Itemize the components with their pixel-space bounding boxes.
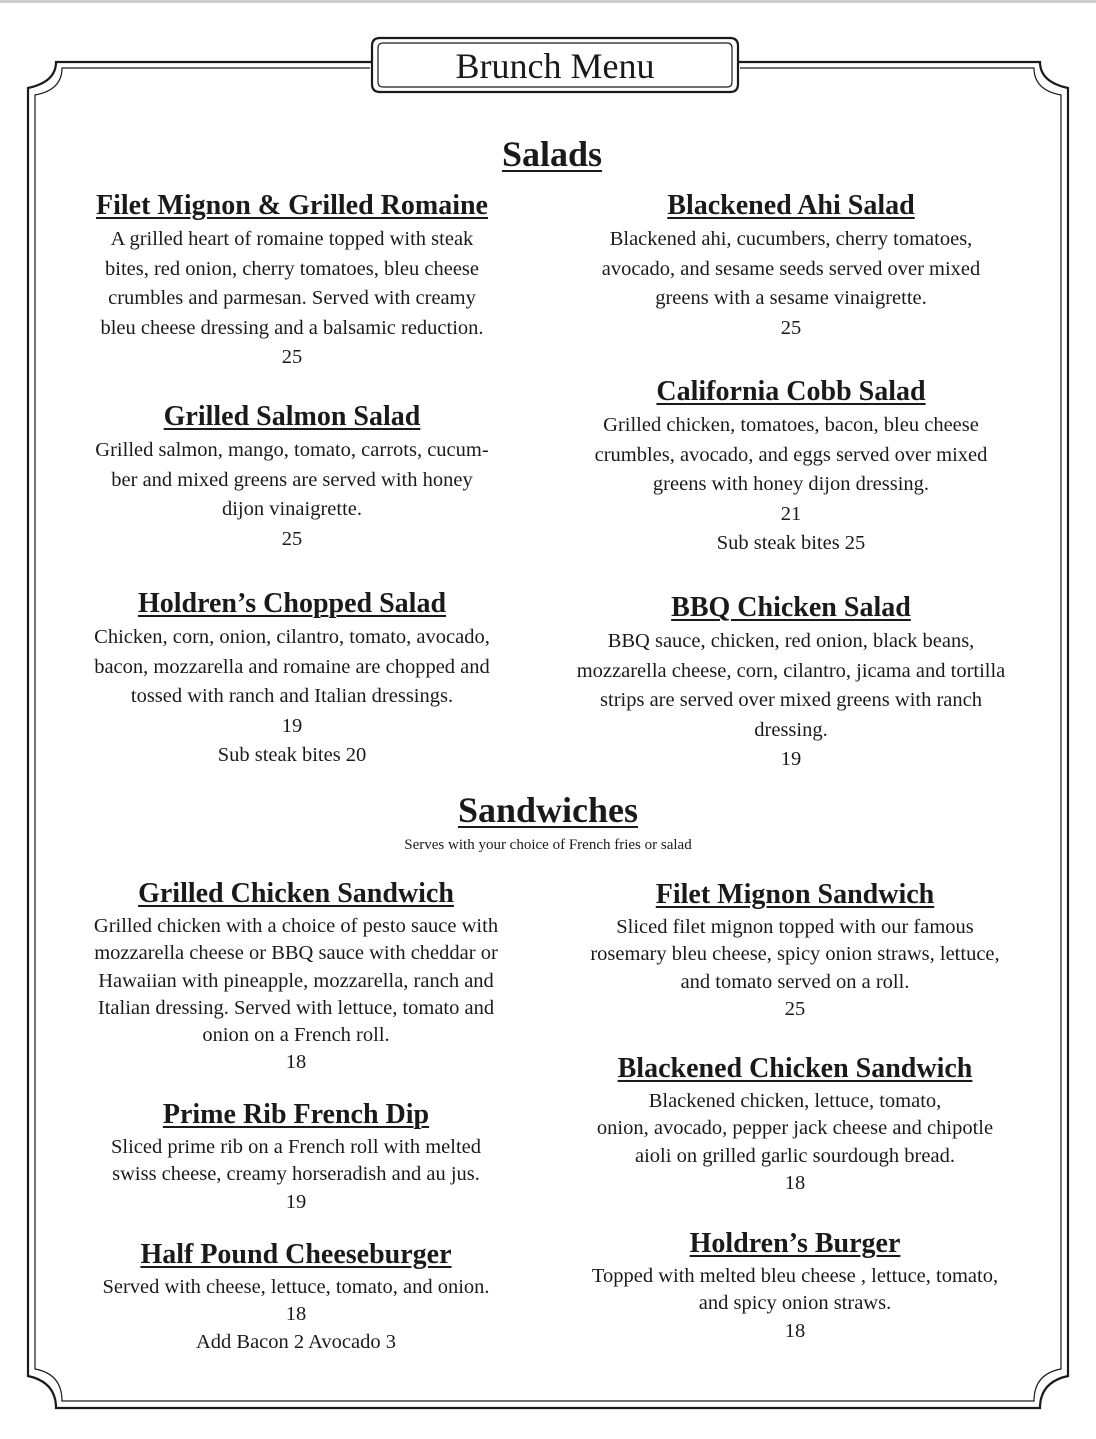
menu-item (54, 1239, 538, 1356)
item-name: Blackened Ahi Salad (667, 190, 915, 221)
item-name: California Cobb Salad (656, 376, 926, 407)
item-price: 25 (780, 316, 802, 339)
salads-heading: Salads (501, 134, 603, 174)
menu-item (553, 1228, 1037, 1345)
menu-item (50, 190, 534, 373)
item-description: Sliced filet mignon topped with our famous rosemary bleu cheese, spicy onion straws, lettuce, and tomato served on a roll. (590, 916, 1000, 993)
item-name: Grilled Salmon Salad (163, 401, 421, 432)
item-name: Blackened Chicken Sandwich (617, 1053, 973, 1084)
item-description: Grilled salmon, mango, tomato, carrots, cucum- ber and mixed greens are served with honey dijon vinaigrette. (95, 439, 489, 520)
menu-item (553, 879, 1037, 1023)
item-price: 18 (784, 1171, 806, 1194)
item-name: Grilled Chicken Sandwich (138, 878, 454, 909)
item-name: Filet Mignon Sandwich (655, 879, 935, 910)
menu-item (549, 376, 1033, 559)
item-price: 19 (281, 714, 303, 737)
item-name: Filet Mignon & Grilled Romaine (96, 190, 488, 221)
menu-item (549, 190, 1033, 343)
sandwiches-heading: Sandwiches (457, 790, 639, 830)
item-price: 19 (780, 748, 802, 770)
menu-item (549, 592, 1033, 775)
menu-item (553, 1053, 1037, 1197)
item-price: 21 (780, 502, 802, 525)
item-extra: Add Bacon 2 Avocado 3 (195, 1330, 397, 1353)
item-description: Chicken, corn, onion, cilantro, tomato, avocado, bacon, mozzarella and romaine are chopped and tossed with ranch and Italian dressings. (94, 626, 490, 707)
menu-item (50, 401, 534, 554)
item-name: Holdren’s Burger (689, 1228, 901, 1259)
item-name: Holdren’s Chopped Salad (137, 588, 447, 619)
menu-title: Brunch Menu (455, 46, 655, 86)
item-description: Blackened ahi, cucumbers, cherry tomatoes, avocado, and sesame seeds served over mixed greens with a sesame vinaigrette. (601, 228, 981, 309)
menu-item (50, 588, 534, 771)
item-name: Half Pound Cheeseburger (140, 1239, 452, 1270)
item-description: Topped with melted bleu cheese , lettuce, tomato, and spicy onion straws. (591, 1265, 999, 1315)
sandwiches-note: Serves with your choice of French fries or salad (404, 837, 692, 853)
item-description: Grilled chicken with a choice of pesto sauce with mozzarella cheese or BBQ sauce with cheddar or Hawaiian with pineapple, mozzarella, ranch and Italian dressing. Served with lettuce, tomato and onion on a French roll. (93, 915, 499, 1047)
item-description: A grilled heart of romaine topped with steak bites, red onion, cherry tomatoes, bleu cheese crumbles and parmesan. Served with creamy bleu cheese dressing and a balsamic reduction. (100, 228, 484, 339)
item-price: 18 (285, 1303, 307, 1326)
item-description: Sliced prime rib on a French roll with melted swiss cheese, creamy horseradish and au jus. (110, 1136, 482, 1186)
item-name: BBQ Chicken Salad (671, 592, 911, 623)
menu-item (54, 878, 538, 1077)
item-price: 19 (285, 1190, 307, 1213)
item-description: Blackened chicken, lettuce, tomato, onion, avocado, pepper jack cheese and chipotle aioli on grilled garlic sourdough bread. (596, 1090, 994, 1167)
menu-item (54, 1099, 538, 1216)
item-price: 25 (281, 527, 303, 550)
item-description: Grilled chicken, tomatoes, bacon, bleu cheese crumbles, avocado, and eggs served over mixed greens with honey dijon dressing. (594, 414, 988, 495)
item-price: 25 (281, 346, 303, 368)
item-description: BBQ sauce, chicken, red onion, black beans, mozzarella cheese, corn, cilantro, jicama and tortilla strips are served over mixed greens with ranch dressing. (576, 630, 1006, 741)
item-price: 18 (784, 1319, 806, 1342)
item-price: 25 (784, 997, 806, 1020)
item-description: Served with cheese, lettuce, tomato, and onion. (102, 1276, 490, 1298)
item-price: 18 (285, 1051, 307, 1074)
item-name: Prime Rib French Dip (162, 1099, 430, 1130)
item-extra: Sub steak bites 25 (716, 532, 866, 554)
item-extra: Sub steak bites 20 (217, 744, 367, 766)
